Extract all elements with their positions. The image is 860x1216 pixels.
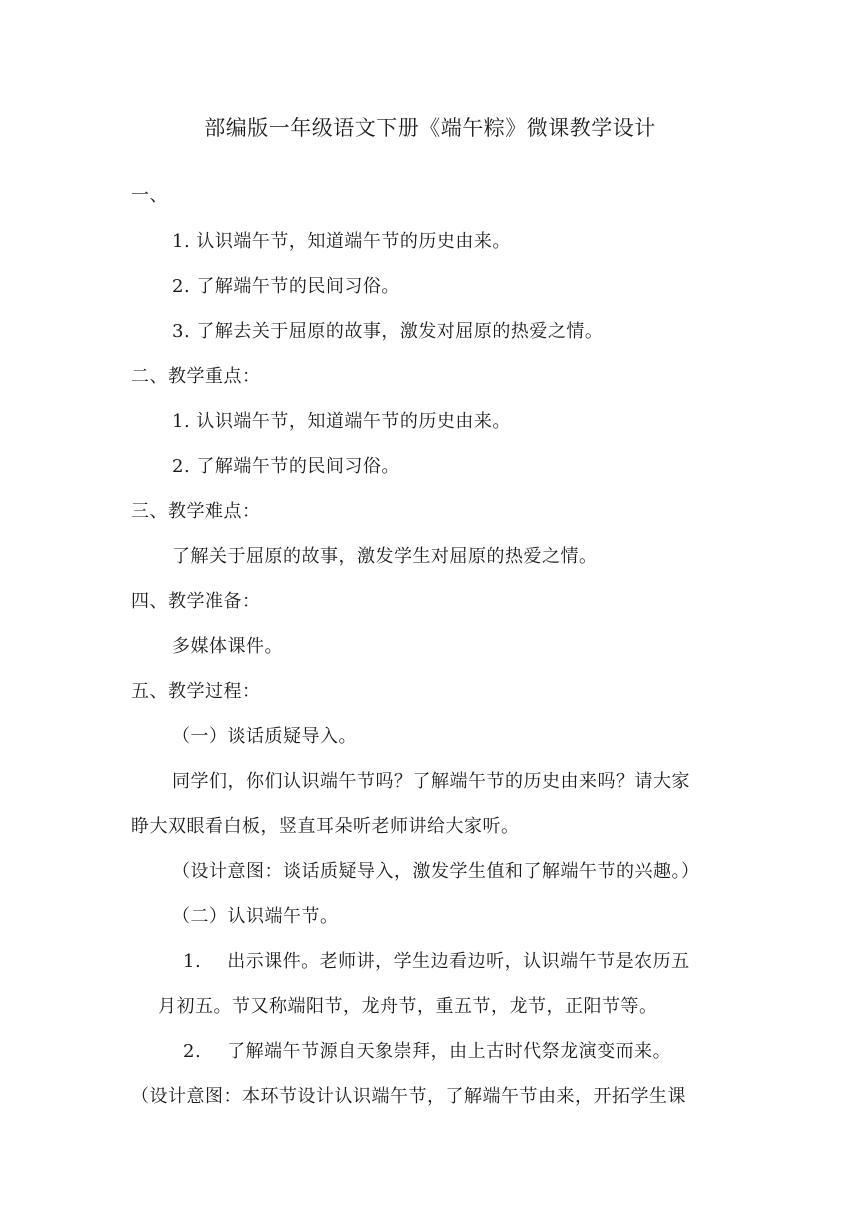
section-1-item-1: 1. 认识端午节，知道端午节的历史由来。 (172, 231, 511, 252)
section-3-text: 了解关于屈原的故事，激发学生对屈原的热爱之情。 (172, 546, 598, 567)
part-2-item-1-text: 出示课件。老师讲，学生边看边听，认识端午节是农历五 (227, 951, 690, 972)
part-2-design-intent-line-1: （设计意图：本环节设计认识端午节，了解端午节由来，开拓学生课 (131, 1086, 686, 1107)
part-2-item-1-number: 1. (183, 951, 202, 972)
document-title: 部编版一年级语文下册《端午粽》微课教学设计 (204, 116, 656, 140)
section-4-text: 多媒体课件。 (172, 636, 283, 657)
part-2-heading: （二）认识端午节。 (172, 906, 339, 927)
section-5-heading: 五、教学过程： (131, 681, 261, 702)
part-2-item-1-line-2: 月初五。节又称端阳节，龙舟节，重五节，龙节，正阳节等。 (158, 996, 658, 1017)
section-3-heading: 三、教学难点： (131, 501, 261, 522)
section-1-heading: 一、 (131, 185, 168, 206)
section-4-heading: 四、教学准备： (131, 591, 261, 612)
part-2-item-1-line-1 (183, 950, 690, 974)
part-1-paragraph-line-1: 同学们，你们认识端午节吗？了解端午节的历史由来吗？请大家 (172, 771, 690, 792)
section-2-item-1: 1. 认识端午节，知道端午节的历史由来。 (172, 411, 511, 432)
part-1-paragraph-line-2: 睁大双眼看白板，竖直耳朵听老师讲给大家听。 (131, 816, 520, 837)
section-1-item-3: 3. 了解去关于屈原的故事，激发对屈原的热爱之情。 (172, 321, 604, 342)
part-2-item-2-text: 了解端午节源自天象崇拜，由上古时代祭龙演变而来。 (227, 1041, 672, 1062)
section-2-heading: 二、教学重点： (131, 366, 261, 387)
section-1-item-2: 2. 了解端午节的民间习俗。 (172, 276, 400, 297)
part-2-item-2-line-1 (183, 1040, 671, 1064)
section-2-item-2: 2. 了解端午节的民间习俗。 (172, 456, 400, 477)
part-2-item-2-number: 2. (183, 1041, 202, 1062)
part-1-heading: （一）谈话质疑导入。 (172, 726, 357, 747)
part-1-design-intent: （设计意图：谈话质疑导入，激发学生值和了解端午节的兴趣。） (172, 861, 700, 882)
